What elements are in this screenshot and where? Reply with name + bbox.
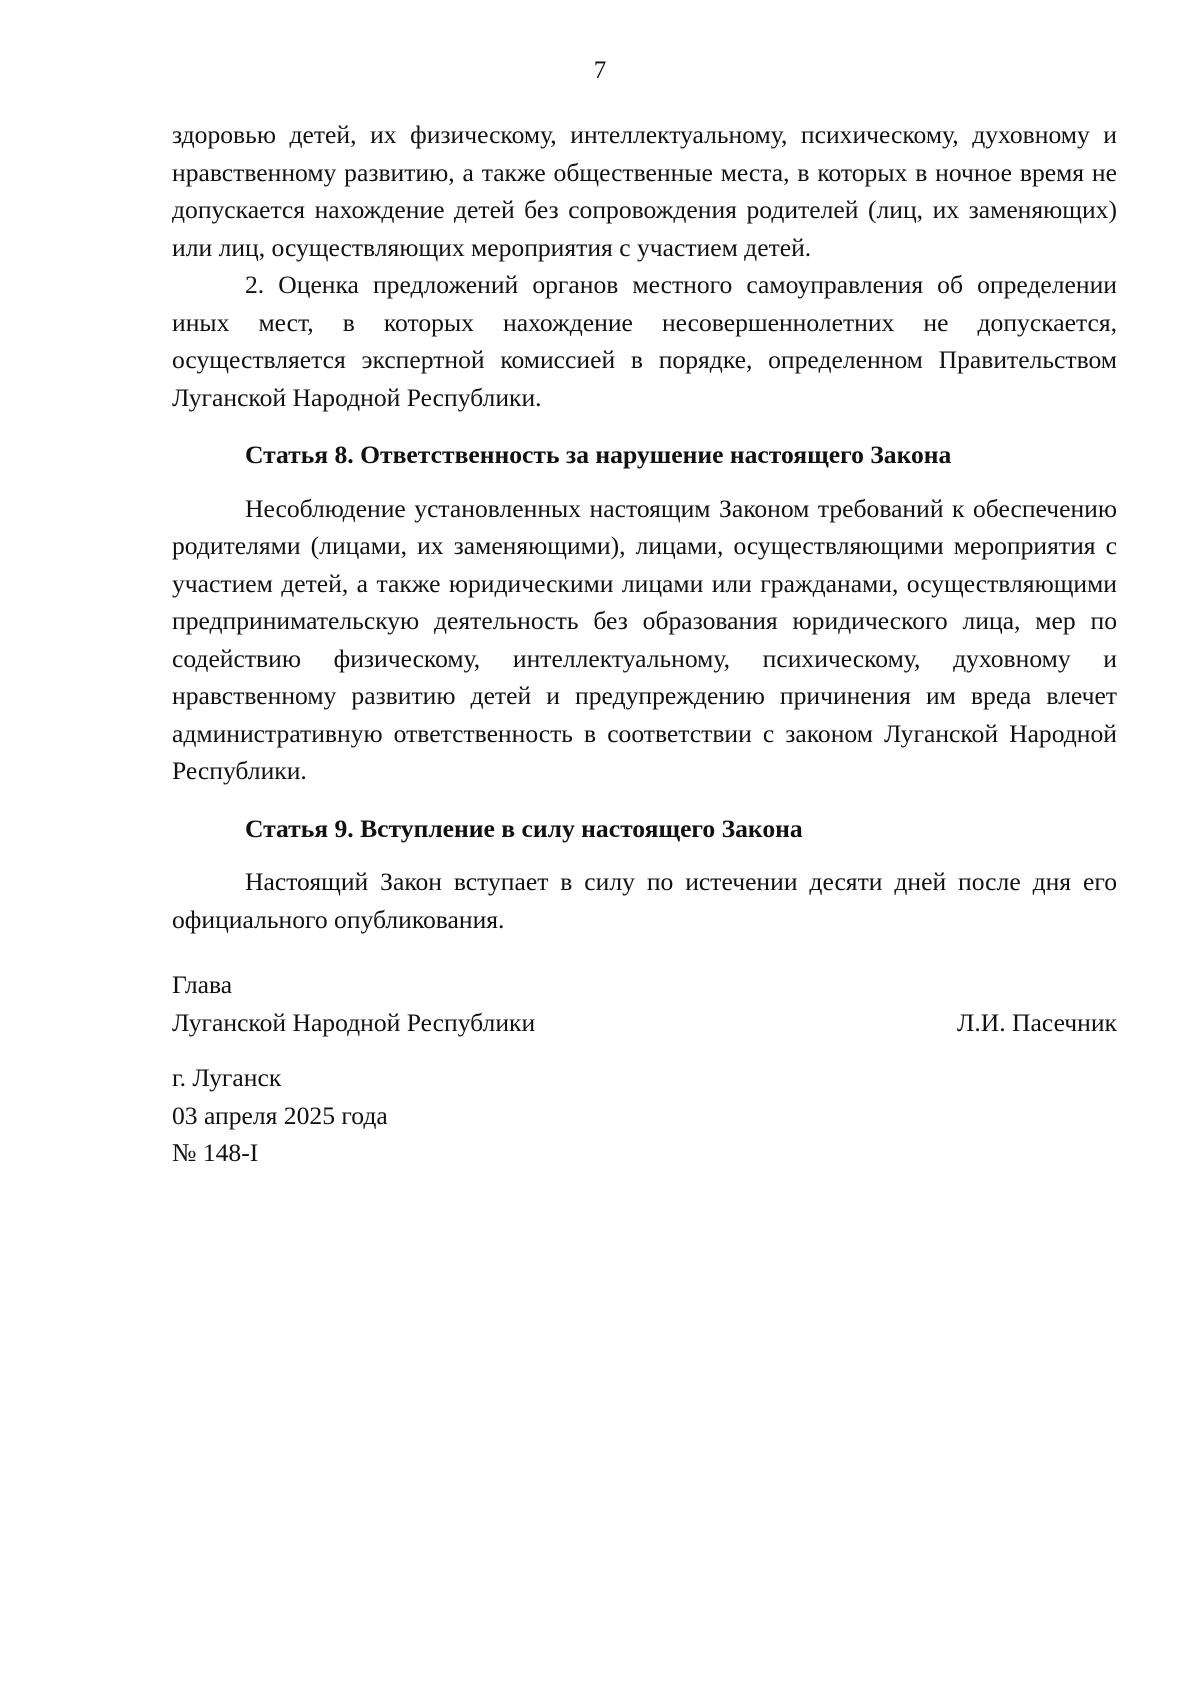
paragraph-item-2: 2. Оценка предложений органов местного самоуправления об определении иных мест, в которых нахождение несовершеннолетних не допускается, осуществляется экспертной комиссией в порядке, определенном Правительством Луганской Народной Республики. (172, 270, 1117, 412)
signatory-title-line1: Глава (172, 970, 233, 999)
page-number: 7 (593, 57, 607, 84)
signatory-title-line2: Луганской Народной Республики (172, 1007, 536, 1037)
document-meta (172, 1059, 1117, 1172)
article-8-text: Несоблюдение установленных настоящим Законом требований к обеспечению родителями (лицами, их заменяющими), лицами, осуществляющими мероприятия с участием детей, а также юридическими лицами или гражданами, осуществляющими предпринимательскую деятельность без образования юридического лица, мер по содействию физическому, интеллектуальному, психическому, духовному и нравственному развитию детей и предупреждению причинения им вреда влечет административную ответственность в соответствии с законом Луганской Народной Республики. (172, 493, 1117, 785)
date: 03 апреля 2025 года (172, 1100, 388, 1130)
paragraph-continuation: здоровью детей, их физическому, интеллектуальному, психическому, духовному и нравственному развитию, а также общественные места, в которых в ночное время не допускается нахождение детей без сопровождения родителей (лиц, их заменяющих) или лиц, осуществляющих мероприятия с участием детей. (172, 120, 1117, 262)
signatory-name: Л.И. Пасечник (957, 1007, 1117, 1037)
signature-block (172, 966, 1117, 1041)
law-number: № 148-I (172, 1138, 259, 1167)
article-9-text: Настоящий Закон вступает в силу по истечении десяти дней после дня его официального опубликования. (172, 867, 1117, 934)
city: г. Луганск (172, 1063, 282, 1092)
article-8-heading: Статья 8. Ответственность за нарушение настоящего Закона (245, 440, 952, 469)
document-body (172, 116, 1117, 1172)
article-9-heading: Статья 9. Вступление в силу настоящего Закона (245, 813, 803, 843)
